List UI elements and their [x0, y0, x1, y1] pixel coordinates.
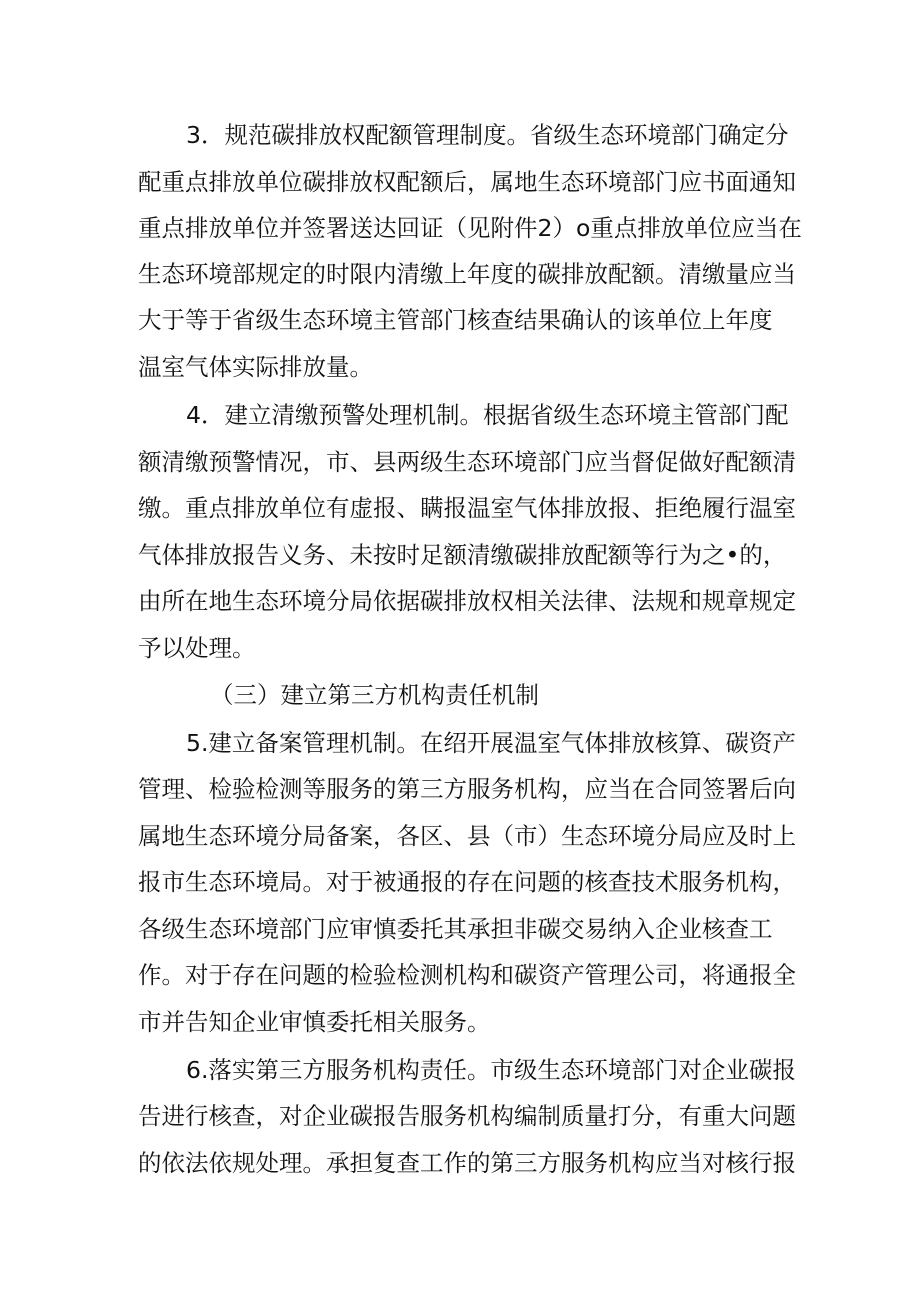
paragraph-5-line-1: 5.建立备案管理机制。在绍开展温室气体排放核算、碳资产	[186, 729, 796, 757]
paragraph-5-line-3: 属地生态环境分局备案，各区、县（市）生态环境分局应及时上	[138, 822, 796, 850]
paragraph-5-line-5: 各级生态环境部门应审慎委托其承担非碳交易纳入企业核查工	[138, 915, 773, 943]
paragraph-3-line-4: 生态环境部规定的时限内清缴上年度的碳排放配额。清缴量应当	[138, 260, 796, 288]
paragraph-3-line-3: 重点排放单位并签署送达回证（见附件2）o重点排放单位应当在	[138, 214, 802, 242]
paragraph-3-line-6: 温室气体实际排放量。	[138, 353, 373, 381]
paragraph-4-line-6: 予以处理。	[138, 634, 256, 662]
paragraph-5-line-2: 管理、检验检测等服务的第三方服务机构，应当在合同签署后向	[138, 775, 796, 803]
paragraph-4-line-3: 缴。重点排放单位有虚报、瞒报温室气体排放报、拒绝履行温室	[138, 494, 796, 522]
paragraph-4-line-5: 由所在地生态环境分局依据碳排放权相关法律、法规和规章规定	[138, 587, 796, 615]
paragraph-6-line-1: 6.落实第三方服务机构责任。市级生态环境部门对企业碳报	[186, 1056, 796, 1084]
paragraph-5-line-7: 市并告知企业审慎委托相关服务。	[138, 1008, 491, 1036]
paragraph-3-line-1: 3．规范碳排放权配额管理制度。省级生态环境部门确定分	[186, 121, 789, 149]
paragraph-4-line-4: 气体排放报告义务、未按时足额清缴碳排放配额等行为之•的，	[138, 541, 787, 569]
section-heading-3: （三）建立第三方机构责任机制	[210, 681, 539, 709]
paragraph-5-line-4: 报市生态环境局。对于被通报的存在问题的核查技术服务机构，	[138, 868, 796, 896]
paragraph-4-line-2: 额清缴预警情况，市、县两级生态环境部门应当督促做好配额清	[138, 448, 796, 476]
paragraph-6-line-2: 告进行核查，对企业碳报告服务机构编制质量打分，有重大问题	[138, 1102, 796, 1130]
paragraph-6-line-3: 的依法依规处理。承担复查工作的第三方服务机构应当对核行报	[138, 1149, 796, 1177]
paragraph-3-line-5: 大于等于省级生态环境主管部门核查结果确认的该单位上年度	[138, 306, 773, 334]
paragraph-5-line-6: 作。对于存在问题的检验检测机构和碳资产管理公司，将通报全	[138, 961, 796, 989]
paragraph-3-line-2: 配重点排放单位碳排放权配额后，属地生态环境部门应书面通知	[138, 168, 796, 196]
paragraph-4-line-1: 4．建立清缴预警处理机制。根据省级生态环境主管部门配	[186, 401, 789, 429]
